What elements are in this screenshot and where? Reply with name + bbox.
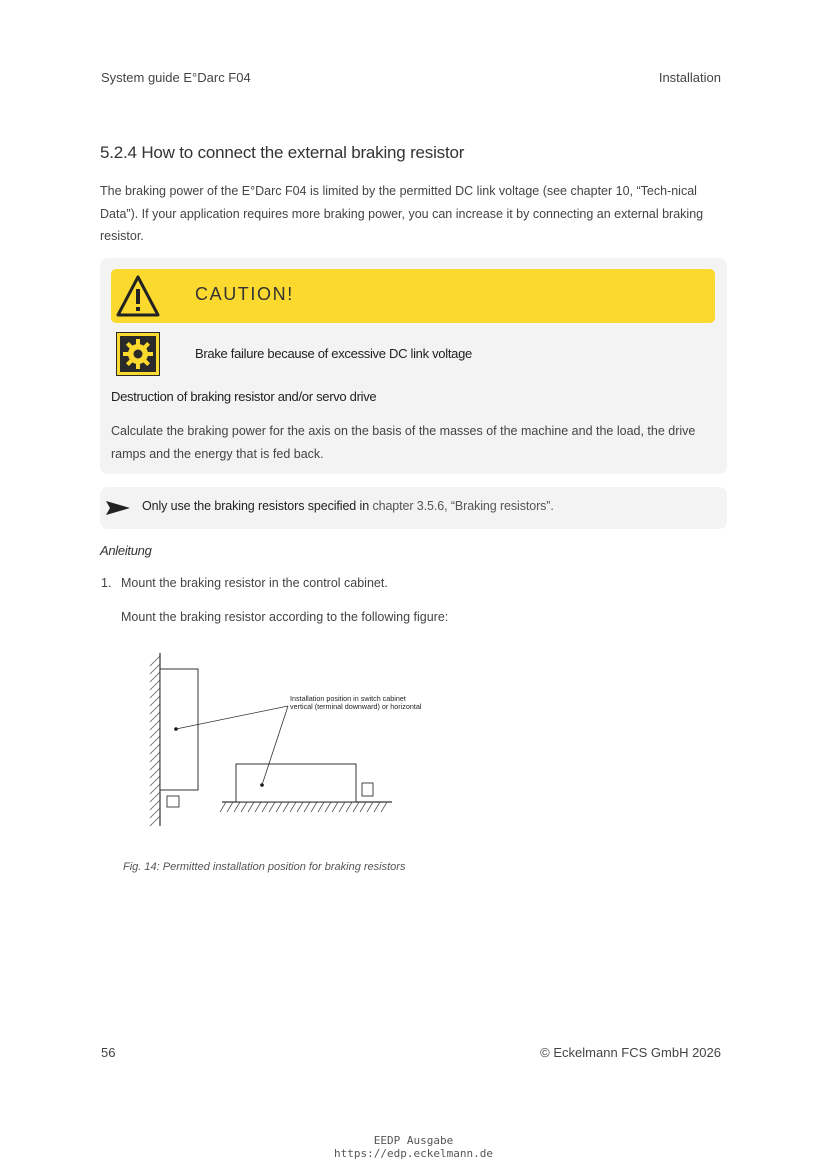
footer-stamp-title: EEDP Ausgabe bbox=[373, 1134, 454, 1147]
vertical-terminal bbox=[167, 796, 179, 807]
arrow-right-icon bbox=[106, 501, 130, 515]
section-title: 5.2.4 How to connect the external braking resistor bbox=[100, 143, 465, 162]
vertical-resistor bbox=[160, 669, 198, 790]
running-header-section: Installation bbox=[658, 70, 721, 85]
footer-stamp-url[interactable]: https://edp.eckelmann.de bbox=[334, 1147, 493, 1160]
horizontal-terminal bbox=[362, 783, 373, 796]
caution-signal-word: CAUTION! bbox=[195, 284, 294, 304]
figure-caption: Fig. 14: Permitted installation position for braking resistors bbox=[123, 861, 406, 873]
intro-paragraph: The braking power of the E°Darc F04 is limited by the permitted DC link voltage (see chapter 10, “Tech-nical Data”). If your application requires more braking power, you can increase it by connecting an external braking resistor. bbox=[100, 184, 704, 243]
installation-figure bbox=[140, 648, 440, 833]
warning-triangle-icon bbox=[114, 273, 162, 319]
running-header-title: System guide E°Darc F04 bbox=[101, 70, 251, 85]
caution-hazard: Brake failure because of excessive DC link voltage bbox=[195, 346, 472, 361]
gear-hazard-icon bbox=[117, 333, 159, 375]
note-chapter-link[interactable]: chapter 3.5.6, “Braking resistors”. bbox=[372, 499, 554, 513]
caution-measure: Calculate the braking power for the axis on the basis of the masses of the machine and the load, the drive ramps and the energy that is fed back. bbox=[111, 424, 696, 461]
wall-hatching bbox=[150, 656, 160, 826]
note-text-main: Only use the braking resistors specified in bbox=[142, 499, 370, 513]
caution-consequence: Destruction of braking resistor and/or servo drive bbox=[111, 389, 377, 404]
copyright: © Eckelmann FCS GmbH 2026 bbox=[540, 1045, 721, 1060]
figure-label-line1: Installation position in switch cabinet bbox=[290, 694, 406, 703]
figure-label-line2: vertical (terminal downward) or horizontal bbox=[290, 702, 422, 711]
step-subtext: Mount the braking resistor according to the following figure: bbox=[121, 610, 449, 624]
horizontal-resistor bbox=[236, 764, 356, 802]
note-text bbox=[142, 499, 554, 513]
step-text: Mount the braking resistor in the control cabinet. bbox=[121, 576, 388, 590]
instructions-heading: Anleitung bbox=[100, 543, 152, 558]
floor-hatching bbox=[220, 802, 387, 812]
page-number: 56 bbox=[101, 1045, 116, 1060]
step-number: 1. bbox=[101, 576, 112, 590]
